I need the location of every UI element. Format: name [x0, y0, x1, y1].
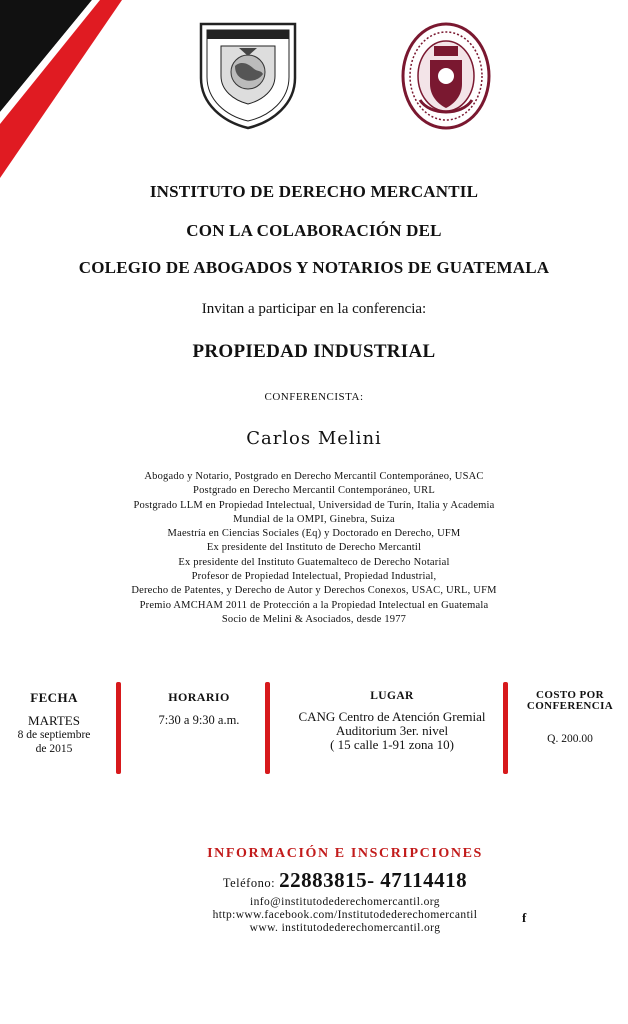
fecha-date: 8 de septiembre — [17, 729, 91, 741]
bio-line: Postgrado LLM en Propiedad Intelectual, Universidad de Turín, Italia y Academia — [133, 499, 495, 511]
costo-value: Q. 200.00 — [547, 733, 593, 745]
costo-label-line2: CONFERENCIA — [526, 700, 614, 712]
bio-line: Premio AMCHAM 2011 de Protección a la Propiedad Intelectual en Guatemala — [139, 599, 489, 611]
fecha-year: de 2015 — [35, 743, 73, 755]
conference-title: PROPIEDAD INDUSTRIAL — [192, 341, 436, 362]
bio-line: Socio de Melini & Asociados, desde 1977 — [221, 613, 407, 625]
bio-line: Postgrado en Derecho Mercantil Contemporáneo, URL — [193, 485, 435, 497]
contact-info — [140, 896, 550, 935]
email-link[interactable]: info@institutodederechomercantil.org — [250, 896, 440, 908]
header-collaboration: CON LA COLABORACIÓN DEL — [186, 221, 442, 240]
speaker-label: CONFERENCISTA: — [264, 391, 364, 403]
invite-text: Invitan a participar en la conferencia: — [201, 301, 427, 317]
costo-label — [518, 690, 622, 712]
lugar-line: ( 15 calle 1-91 zona 10) — [330, 737, 454, 752]
costo-column — [518, 690, 622, 746]
facebook-link[interactable]: http:www.facebook.com/Institutodederechomercantil — [212, 909, 478, 921]
website-link[interactable]: www. institutodederechomercantil.org — [249, 922, 441, 934]
bio-line: Maestría en Ciencias Sociales (Eq) y Doctorado en Derecho, UFM — [167, 528, 461, 540]
speaker-name: Carlos Melini — [246, 428, 382, 449]
lugar-line: Auditorium 3er. nivel — [335, 723, 449, 738]
divider-1 — [116, 682, 121, 774]
instituto-shield-logo — [197, 20, 299, 130]
speaker-bio — [0, 470, 628, 627]
lugar-column — [278, 690, 506, 752]
corner-stripes-decoration — [0, 0, 130, 180]
lugar-label: LUGAR — [370, 690, 414, 702]
horario-label: HORARIO — [168, 690, 230, 704]
fecha-value — [8, 714, 100, 756]
costo-label-line1: COSTO POR — [536, 689, 604, 701]
bio-line: Derecho de Patentes, y Derecho de Autor y Derechos Conexos, USAC, URL, UFM — [131, 585, 497, 597]
info-title: INFORMACIÓN E INSCRIPCIONES — [207, 846, 483, 861]
fecha-day: MARTES — [28, 713, 80, 728]
fecha-label: FECHA — [30, 690, 78, 705]
fecha-column — [8, 690, 100, 756]
bio-line: Ex presidente del Instituto Guatemalteco de Derecho Notarial — [178, 556, 450, 568]
divider-3 — [503, 682, 508, 774]
lugar-value — [278, 710, 506, 752]
phone-label: Teléfono: — [222, 876, 276, 890]
bio-line: Profesor de Propiedad Intelectual, Propiedad Industrial, — [191, 571, 437, 583]
horario-column — [136, 690, 262, 727]
phone-number[interactable]: 22883815- 47114418 — [279, 868, 468, 892]
header-colegio: COLEGIO DE ABOGADOS Y NOTARIOS DE GUATEMALA — [78, 258, 550, 277]
header-institute: INSTITUTO DE DERECHO MERCANTIL — [149, 182, 479, 201]
bio-line: Ex presidente del Instituto de Derecho Mercantil — [206, 542, 422, 554]
colegio-seal-logo — [400, 20, 492, 132]
bio-line: Abogado y Notario, Postgrado en Derecho Mercantil Contemporáneo, USAC — [144, 471, 484, 482]
phone-row — [140, 868, 550, 893]
divider-2 — [265, 682, 270, 774]
bio-line: Mundial de la OMPI, Ginebra, Suiza — [233, 513, 395, 525]
horario-value: 7:30 a 9:30 a.m. — [158, 713, 240, 727]
facebook-icon[interactable]: f — [522, 910, 527, 925]
lugar-line: CANG Centro de Atención Gremial — [298, 709, 486, 724]
